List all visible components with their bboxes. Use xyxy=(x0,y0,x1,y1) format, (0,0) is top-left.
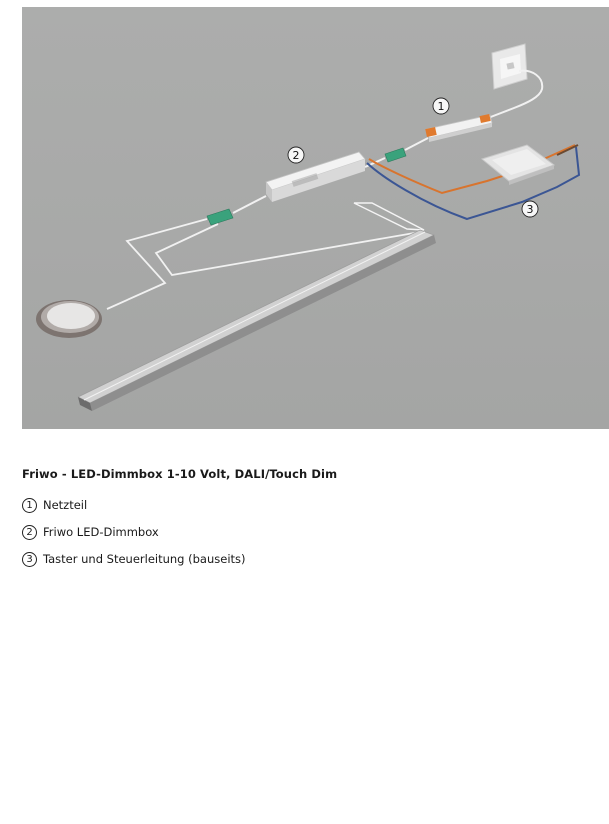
dimmbox-output-cable xyxy=(233,196,266,213)
control-line-brown xyxy=(557,145,578,155)
wiring-illustration xyxy=(22,7,609,429)
legend-number-circle: 2 xyxy=(22,525,37,540)
legend-list xyxy=(22,496,246,577)
legend-label: Netzteil xyxy=(43,498,88,512)
legend-label: Taster und Steuerleitung (bauseits) xyxy=(43,552,246,566)
connector-green-right xyxy=(385,148,406,162)
legend-item-dimmbox xyxy=(22,523,246,541)
wiring-diagram xyxy=(22,7,609,429)
legend-item-taster xyxy=(22,550,246,568)
connector-green-left xyxy=(207,209,233,225)
led-profile xyxy=(78,203,436,411)
callout-2-number: 2 xyxy=(292,149,300,162)
downlight-cable xyxy=(107,219,207,309)
downlight xyxy=(36,300,102,338)
psu-to-connector-cable xyxy=(405,138,428,150)
legend-label: Friwo LED-Dimmbox xyxy=(43,525,159,539)
legend-number-circle: 3 xyxy=(22,552,37,567)
power-supply xyxy=(425,114,492,142)
wall-socket xyxy=(492,44,527,89)
callout-1-number: 1 xyxy=(437,100,445,113)
legend-item-netzteil xyxy=(22,496,246,514)
dimmbox xyxy=(266,152,365,202)
diagram-caption-title: Friwo - LED-Dimmbox 1-10 Volt, DALI/Touch Dim xyxy=(22,467,338,481)
callout-3-number: 3 xyxy=(526,203,534,216)
legend-number-circle: 1 xyxy=(22,498,37,513)
